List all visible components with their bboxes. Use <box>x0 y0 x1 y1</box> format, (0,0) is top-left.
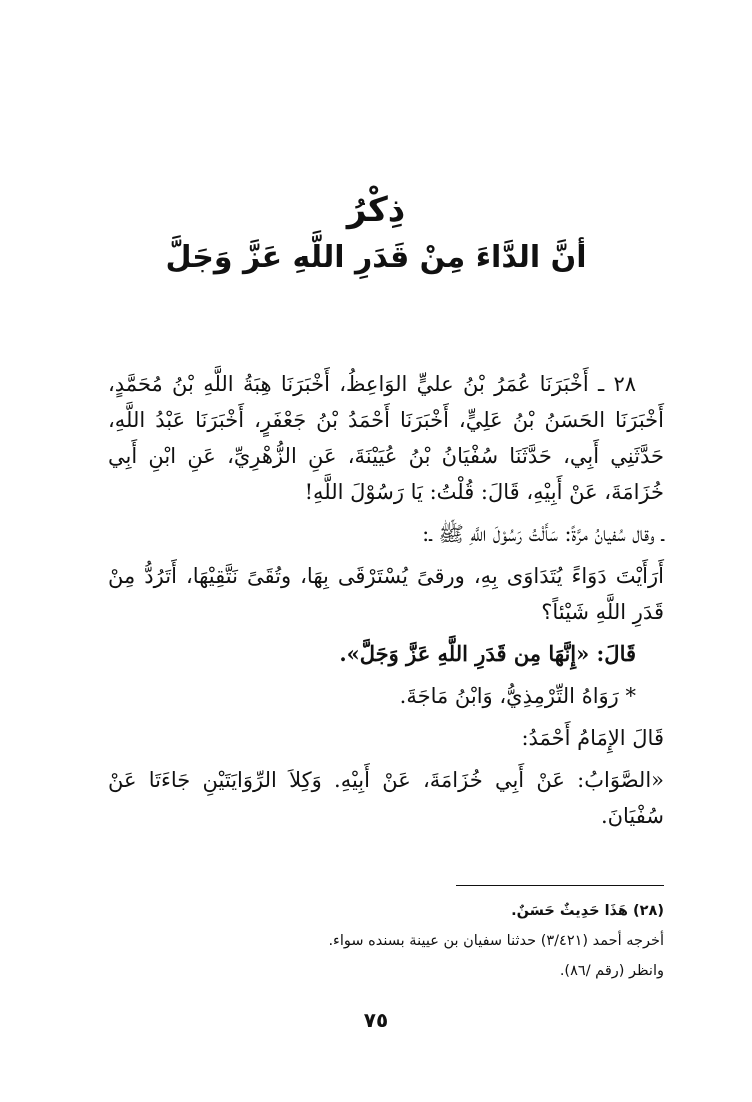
chapter-heading-line1: ذِكْرُ <box>346 190 406 230</box>
imam-ahmad-line: قَالَ الإِمَامُ أَحْمَدُ: <box>521 726 664 750</box>
narration-source-line: * رَوَاهُ التِّرْمِذِيُّ، وَابْنُ مَاجَةَ. <box>399 684 636 708</box>
hadith-question-paragraph: أَرَأَيْتَ دَوَاءً يُتَدَاوَى بِهِ، ورقىً يُسْتَرْقَى بِهَا، وتُقَىً نَتَّقِيْهَا، أَتَرُدُّ مِنْ قَدَرِ اللَّهِ شَيْئاً؟ <box>108 564 664 624</box>
sufyan-variant-note: ـ وقال سُفيانُ مرَّةً: سَأَلْتُ رَسُوْلَ اللَّهِ ﷺ ـ: <box>422 522 664 546</box>
footnote-grading: (٢٨) هَذَا حَدِيثٌ حَسَنٌ. <box>511 903 664 919</box>
main-text <box>108 366 664 834</box>
chapter-heading-line2: أنَّ الدَّاءَ مِنْ قَدَرِ اللَّهِ عَزَّ وَجَلَّ <box>165 240 587 275</box>
correction-paragraph: «الصَّوَابُ: عَنْ أَبِي خُزَامَةَ، عَنْ أَبِيْهِ. وَكِلاَ الرِّوَايَتَيْنِ جَاءَتَا عَنْ سُفْيَانَ. <box>108 768 664 828</box>
footnote-see-also: وانظر (رقم /٨٦). <box>559 963 664 979</box>
footnotes <box>200 896 664 986</box>
hadith-isnad-paragraph: ٢٨ ـ أَخْبَرَنَا عُمَرُ بْنُ عليٍّ الوَاعِظُ، أَخْبَرَنَا هِبَةُ اللَّهِ بْنُ مُحَمَّدٍ، أَخْبَرَنَا الحَسَنُ بْنُ عَلِيٍّ، أَخْبَرَنَا أَحْمَدُ بْنُ جَعْفَرٍ، أَخْبَرَنَا عَبْدُ اللَّهِ، حَدَّثَنِي أَبِي، حَدَّثَنَا سُفْيَانُ بْنُ عُيَيْنَةَ، عَنِ الزُّهْرِيِّ، عَنِ ابْنِ أَبِي خُزَامَةَ، عَنْ أَبِيْهِ، قَالَ: قُلْتُ: يَا رَسُوْلَ اللَّهِ! <box>108 372 664 504</box>
footnote-takhrij: أخرجه أحمد (٣/٤٢١) حدثنا سفيان بن عيينة بسنده سواء. <box>328 933 664 949</box>
footnote-separator <box>456 885 664 886</box>
hadith-answer-paragraph: قَالَ: «إِنَّهَا مِن قَدَرِ اللَّهِ عَزَّ وَجَلَّ». <box>339 641 636 666</box>
page-number: ٧٥ <box>363 1008 389 1032</box>
